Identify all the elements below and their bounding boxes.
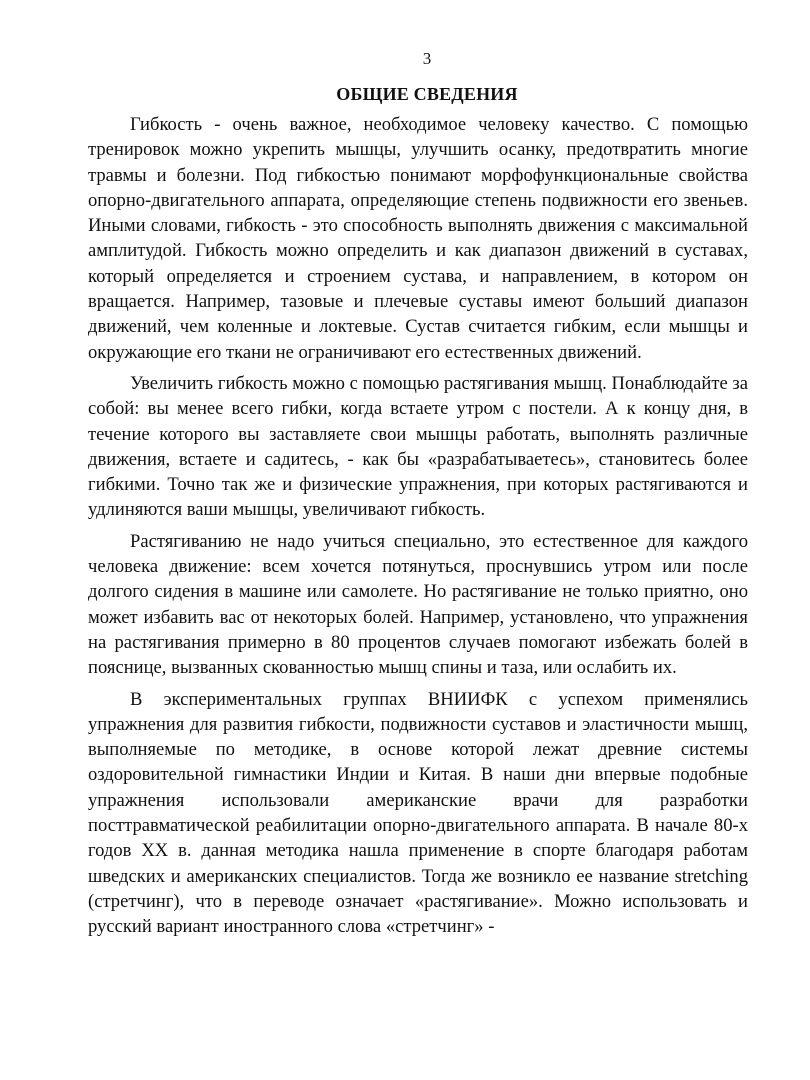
section-heading: ОБЩИЕ СВЕДЕНИЯ bbox=[336, 84, 518, 104]
paragraph: Растягиванию не надо учиться специально, это естественное для каждого человека движение: всем хочется потянуться, проснувшись утром или после долгого сидения в машине или самолете. Но растягивание не только приятно, оно может избавить вас от некоторых болей. Например, установлено, что упражнения на растягивания примерно в 80 процентов случаев помогают избежать болей в пояснице, вызванных скованностью мышц спины и таза, или ослабить их. bbox=[88, 530, 748, 679]
paragraph: Увеличить гибкость можно с помощью растягивания мышц. Понаблюдайте за собой: вы менее всего гибки, когда встаете утром с постели. А к концу дня, в течение которого вы заставляете свои мышцы работать, выполнять различные движения, встаете и садитесь, - как бы «разрабатываетесь», становитесь более гибкими. Точно так же и физические упражнения, при которых растягиваются и удлиняются ваши мышцы, увеличивают гибкость. bbox=[88, 372, 748, 521]
paragraph: В экспериментальных группах ВНИИФК с успехом применялись упражнения для развития гибкости, подвижности суставов и эластичности мышц, выполняемые по методике, в основе которой лежат древние системы оздоровительной гимнастики Индии и Китая. В наши дни впервые подобные упражнения использовали американские врачи для разработки посттравматической реабилитации опорно-двигательного аппарата. В начале 80-х годов XX в. данная методика нашла применение в спорте благодаря работам шведских и американских специалистов. Тогда же возникло ее название stretching (стретчинг), что в переводе означает «растягивание». Можно использовать и русский вариант иностранного слова «стретчинг» - bbox=[88, 688, 748, 938]
page-number: 3 bbox=[422, 49, 432, 68]
paragraph: Гибкость - очень важное, необходимое человеку качество. С помощью тренировок можно укрепить мышцы, улучшить осанку, предотвратить многие травмы и болезни. Под гибкостью понимают морфофункциональные свойства опорно-двигательного аппарата, определяющие степень подвижности его звеньев. Иными словами, гибкость - это способность выполнять движения с максимальной амплитудой. Гибкость можно определить и как диапазон движений в суставах, который определяется и строением сустава, и направлением, в котором он вращается. Например, тазовые и плечевые суставы имеют больший диапазон движений, чем коленные и локтевые. Сустав считается гибким, если мышцы и окружающие его ткани не ограничивают его естественных движений. bbox=[88, 114, 748, 363]
